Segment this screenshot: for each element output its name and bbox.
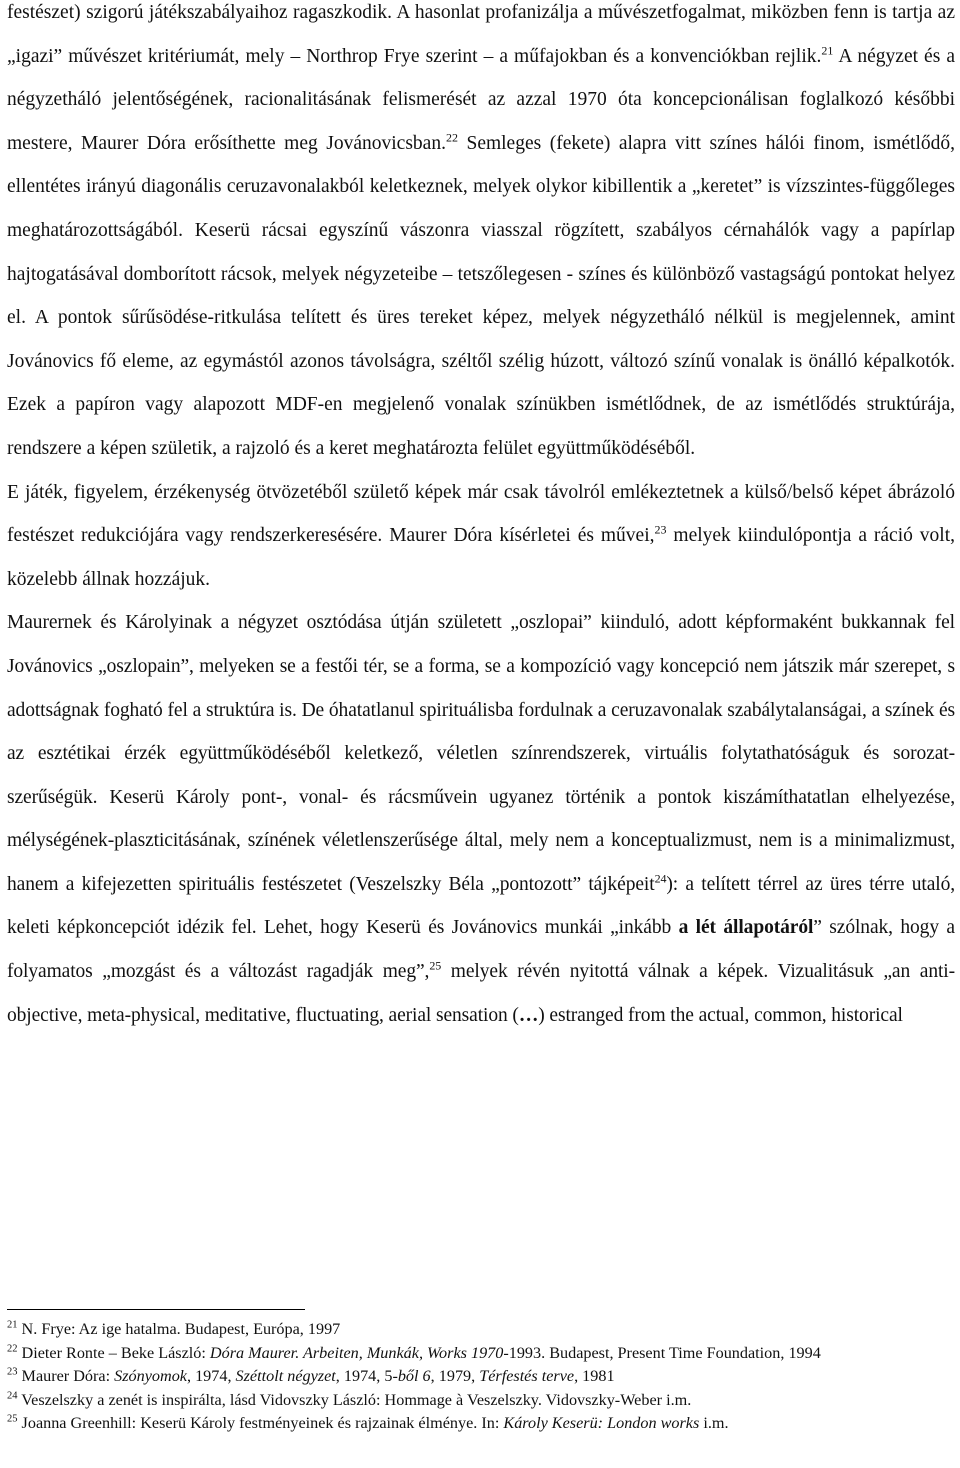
footnote-separator bbox=[7, 1309, 305, 1310]
italic-text: Széttolt négyzet bbox=[235, 1367, 336, 1385]
footnote-number: 22 bbox=[7, 1343, 18, 1355]
text-run: ” szólnak, hogy a folyamatos „mozgást és a változást ragadják meg”, bbox=[7, 917, 955, 983]
footnote bbox=[7, 1365, 953, 1389]
paragraph bbox=[7, 0, 955, 471]
text-run: Semleges (fekete) alapra vitt színes hálói finom, ismétlődő, ellentétes irányú diagonális ceruzavonalakból keletkeznek, melyek olykor kibillentik a „keretet” is vízszintes-függőleges meghatározottságából. Keserü rácsai egyszínű vászonra viasszal rögzített, szabályos cérnahálók vagy a papírlap hajtogatásával domborított rácsok, melyek négyzeteibe – tetszőlegesen - színes és különböző vastagságú pontokat helyez el. A pontok sűrűsödése-ritkulása telített és üres tereket képez, melyek négyzetháló nélkül is megjelennek, amint Jovánovics fő eleme, az egymástól azonos távolságra, széltől szélig húzott, változó színű vonalak is önálló képalkotók. Ezek a papíron vagy alapozott MDF-en megjelenő vonalak színükben ismétlődnek, de az ismétlődés struktúrája, rendszere a képen születik, a rajzoló és a keret meghatározta felület együttműködéséből. bbox=[7, 132, 955, 459]
italic-text: Dóra Maurer. Arbeiten, Munkák, Works 1970 bbox=[209, 1343, 504, 1362]
text-run: A négyzet és a négyzetháló jelentőségének, racionalitásának felismerését az azzal 1970 óta koncepcionálisan foglalkozó későbbi mestere, Maurer Dóra erősíthette meg Jovánovicsban. bbox=[7, 45, 955, 154]
footnote-reference: 23 bbox=[654, 522, 667, 537]
footnote-reference: 24 bbox=[654, 871, 667, 886]
text-run: melyek révén nyitottá válnak a képek. Vizualitásuk „an anti-objective, meta-physical, meditative, fluctuating, aerial sensation ( bbox=[7, 961, 955, 1026]
footnote-reference: 21 bbox=[821, 43, 834, 58]
text-run: N. Frye: Az ige hatalma. Budapest, Európa, 1997 bbox=[17, 1320, 341, 1338]
text-run: , 1979, bbox=[430, 1367, 480, 1385]
footnotes bbox=[7, 1318, 953, 1436]
text-run: E játék, figyelem, érzékenység ötvözetéből születő képek már csak távolról emlékeztetnek a külső/belső képet ábrázoló festészet redukciójára vagy rendszerkeresésére. Maurer Dóra kísérletei és művei, bbox=[7, 481, 955, 547]
text-run: Maurer Dóra: bbox=[17, 1367, 115, 1385]
text-run: , 1974, bbox=[186, 1367, 236, 1385]
body-text bbox=[7, 0, 955, 1037]
footnote bbox=[7, 1318, 953, 1342]
text-run: ): a telített térrel az üres térre utaló, keleti képkoncepciót idézik fel. Lehet, hogy Keserü és Jovánovics munkái „inkább bbox=[7, 873, 955, 939]
text-run: Dieter Ronte – Beke László: bbox=[17, 1343, 210, 1362]
italic-text: Károly Keserü: London works bbox=[503, 1414, 700, 1432]
footnote bbox=[7, 1412, 953, 1436]
text-run: Veszelszky a zenét is inspirálta, lásd Vidovszky László: Hommage à Veszelszky. Vidovszky-Weber i.m. bbox=[17, 1390, 692, 1409]
text-run: festészet) szigorú játékszabályaihoz ragaszkodik. A hasonlat profanizálja a művészetfogalmat, miközben fenn is tartja az „igazi” művészet kritériumát, mely – Northrop Frye szerint – a műfajokban és a konvenciókban rejlik. bbox=[7, 2, 955, 67]
text-run: , 1974, 5- bbox=[335, 1367, 398, 1385]
footnote bbox=[7, 1342, 953, 1366]
text-run: -1993. Budapest, Present Time Foundation, 1994 bbox=[503, 1343, 821, 1362]
text-run: , 1981 bbox=[574, 1367, 615, 1385]
footnote-reference: 22 bbox=[445, 130, 458, 145]
paragraph bbox=[7, 471, 955, 602]
footnote-number: 23 bbox=[7, 1366, 18, 1378]
paragraph bbox=[7, 601, 955, 1037]
footnote-number: 24 bbox=[7, 1390, 18, 1402]
text-run: melyek kiindulópontja a ráció volt, közelebb állnak hozzájuk. bbox=[7, 525, 955, 590]
text-run: ) estranged from the actual, common, historical bbox=[538, 1004, 903, 1026]
italic-text: Szónyomok bbox=[114, 1367, 187, 1385]
text-run: Maurernek és Károlyinak a négyzet osztódása útján született „oszlopai” kiinduló, adott képformaként bukkannak fel Jovánovics „oszlopain”, melyeken se a festői tér, se a forma, se a kompozíció vagy koncepció nem játszik már szerepet, s adottságnak fogható fel a struktúra is. De óhatatlanul spirituálisba fordulnak a ceruzavonalak szabálytalanságai, a színek és az esztétikai érzék együttműködéséből keletkező, véletlen színrendszerek, virtuális folytathatóságuk és sorozat-szerűségük. Keserü Károly pont-, vonal- és rácsművein ugyanez történik a pontok kiszámíthatatlan elhelyezése, mélységének-plaszticitásának, színének véletlenszerűsége által, mely nem a konceptualizmust, nem is a minimalizmust, hanem a kifejezetten spirituális festészetet (Veszelszky Béla „pontozott” tájképeit bbox=[7, 612, 955, 895]
bold-text: … bbox=[518, 1004, 539, 1026]
footnote-reference: 25 bbox=[429, 958, 442, 973]
document-page bbox=[7, 0, 955, 1037]
bold-text: a lét állapotáról bbox=[678, 917, 814, 939]
text-run: i.m. bbox=[699, 1414, 729, 1432]
text-run: Joanna Greenhill: Keserü Károly festményeinek és rajzainak élménye. In: bbox=[17, 1414, 504, 1432]
italic-text: Térfestés terve bbox=[479, 1367, 575, 1385]
italic-text: ből 6 bbox=[397, 1367, 431, 1385]
footnote bbox=[7, 1389, 953, 1413]
footnote-number: 21 bbox=[7, 1319, 18, 1331]
footnote-number: 25 bbox=[7, 1413, 18, 1425]
